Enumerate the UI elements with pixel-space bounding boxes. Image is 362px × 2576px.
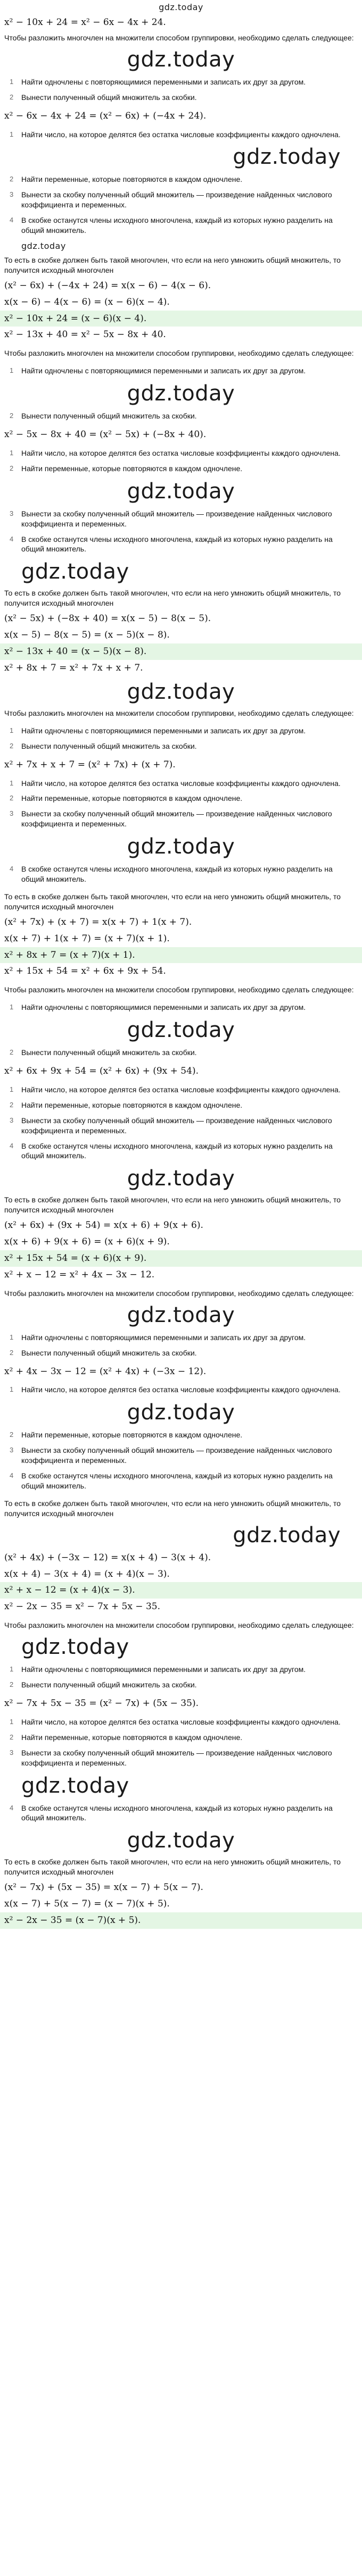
result-line: x² + 8x + 7 = (x + 7)(x + 1). xyxy=(0,947,362,964)
list-item: 4 В скобке останутся члены исходного многочлена, каждый из которых нужно разделить на общий множитель. xyxy=(10,865,333,883)
steps-list xyxy=(0,174,362,235)
steps-list xyxy=(0,1333,362,1358)
watermark: gdz.today xyxy=(127,834,235,859)
solution-block xyxy=(0,983,362,1283)
list-item: 1 Найти одночлены с повторяющимися переменными и записать их друг за другом. xyxy=(10,366,306,375)
result-line: x² − 10x + 24 = (x − 6)(x − 4). xyxy=(0,311,362,327)
list-item: 2 Вынести полученный общий множитель за скобки. xyxy=(10,1680,197,1690)
steps-list xyxy=(0,509,362,555)
list-item: 2 Найти переменные, которые повторяются в каждом одночлене. xyxy=(10,1733,243,1742)
list-item: 2 Вынести полученный общий множитель за скобки. xyxy=(10,1048,197,1057)
list-item: 1 Найти число, на которое делятся без остатка числовые коэффициенты каждого одночлена. xyxy=(10,779,341,788)
list-item: 2 Вынести полученный общий множитель за скобки. xyxy=(10,93,197,102)
list-item: 3 Вынести за скобку полученный общий множитель — произведение найденных числового коэффициента и переменных. xyxy=(10,1748,332,1767)
next-expression: x² + x − 12 = x² + 4x − 3x − 12. xyxy=(4,1269,155,1280)
list-item: 1 Найти одночлены с повторяющимися переменными и записать их друг за другом. xyxy=(10,1333,306,1342)
math-line: x(x − 6) − 4(x − 6) = (x − 6)(x − 4). xyxy=(4,296,170,307)
steps-list xyxy=(0,411,362,421)
math-line: x² − 7x + 5x − 35 = (x² − 7x) + (5x − 35). xyxy=(4,1698,199,1709)
next-expression: x² − 2x − 35 = x² − 7x + 5x − 35. xyxy=(4,1601,160,1612)
list-item: 2 Вынести полученный общий множитель за скобки. xyxy=(10,741,197,750)
list-item: 1 Найти число, на которое делятся без остатка числовые коэффициенты каждого одночлена. xyxy=(10,1717,341,1726)
intro-text: Чтобы разложить многочлен на множители способом группировки, необходимо сделать следующее: xyxy=(4,1621,354,1630)
list-item: 2 Найти переменные, которые повторяются в каждом одночлене. xyxy=(10,1100,243,1109)
solution-block xyxy=(0,1618,362,1929)
list-item: 1 Найти одночлены с повторяющимися переменными и записать их друг за другом. xyxy=(10,1665,306,1674)
after-text: То есть в скобке должен быть такой многочлен, что если на него умножить общий множитель, то получится исходный многочлен xyxy=(4,1499,341,1518)
math-line: (x² − 5x) + (−8x + 40) = x(x − 5) − 8(x − 5). xyxy=(4,613,211,624)
steps-list xyxy=(0,130,362,140)
list-item: 1 Найти одночлены с повторяющимися переменными и записать их друг за другом. xyxy=(10,726,306,735)
list-item: 1 Найти одночлены с повторяющимися переменными и записать их друг за другом. xyxy=(10,77,306,86)
list-item: 1 Найти число, на которое делятся без остатка числовые коэффициенты каждого одночлена. xyxy=(10,1085,341,1094)
solution-block xyxy=(0,680,362,980)
after-text: То есть в скобке должен быть такой многочлен, что если на него умножить общий множитель, то получится исходный многочлен xyxy=(4,892,341,911)
list-item: 1 Найти одночлены с повторяющимися переменными и записать их друг за другом. xyxy=(10,1003,306,1012)
list-item: 2 Вынести полученный общий множитель за скобки. xyxy=(10,412,197,421)
list-item: 3 Вынести за скобку полученный общий множитель — произведение найденных числового коэффициента и переменных. xyxy=(10,190,332,210)
math-line: x² + 6x + 9x + 54 = (x² + 6x) + (9x + 54). xyxy=(4,1066,199,1077)
after-text: То есть в скобке должен быть такой многочлен, что если на него умножить общий множитель, то получится исходный многочлен xyxy=(4,1858,341,1877)
list-item: 3 Вынести за скобку полученный общий множитель — произведение найденных числового коэффициента и переменных. xyxy=(10,1446,332,1465)
result-line: x² + 15x + 54 = (x + 6)(x + 9). xyxy=(0,1250,362,1267)
steps-list xyxy=(0,1430,362,1491)
intro-text: Чтобы разложить многочлен на множители способом группировки, необходимо сделать следующее: xyxy=(4,349,354,358)
math-line: (x² + 6x) + (9x + 54) = x(x + 6) + 9(x + 6). xyxy=(4,1220,203,1231)
list-item: 2 Найти переменные, которые повторяются в каждом одночлене. xyxy=(10,1431,243,1440)
watermark: gdz.today xyxy=(127,1166,235,1191)
watermark: gdz.today xyxy=(127,679,235,704)
watermark: gdz.today xyxy=(21,240,66,251)
list-item: 2 Найти переменные, которые повторяются в каждом одночлене. xyxy=(10,175,243,184)
list-item: 4 В скобке останутся члены исходного многочлена, каждый из которых нужно разделить на общий множитель. xyxy=(10,1141,333,1160)
after-text: То есть в скобке должен быть такой многочлен, что если на него умножить общий множитель, то получится исходный многочлен xyxy=(4,1195,341,1215)
list-item: 1 Найти число, на которое делятся без остатка числовые коэффициенты каждого одночлена. xyxy=(10,130,341,139)
list-item: 3 Вынести за скобку полученный общий множитель — произведение найденных числового коэффициента и переменных. xyxy=(10,509,332,528)
math-line: (x² + 7x) + (x + 7) = x(x + 7) + 1(x + 7). xyxy=(4,916,192,927)
steps-list xyxy=(0,1717,362,1768)
list-item: 3 Вынести за скобку полученный общий множитель — произведение найденных числового коэффициента и переменных. xyxy=(10,1116,332,1135)
list-item: 3 Вынести за скобку полученный общий множитель — произведение найденных числового коэффициента и переменных. xyxy=(10,809,332,829)
list-item: 2 Найти переменные, которые повторяются в каждом одночлене. xyxy=(10,794,243,803)
steps-list xyxy=(0,77,362,103)
intro-text: Чтобы разложить многочлен на множители способом группировки, необходимо сделать следующее: xyxy=(4,708,354,717)
watermark: gdz.today xyxy=(127,1302,235,1327)
steps-list xyxy=(0,1002,362,1013)
header-watermark: gdz.today xyxy=(159,2,203,12)
watermark: gdz.today xyxy=(21,1635,129,1660)
math-line: x² + 4x − 3x − 12 = (x² + 4x) + (−3x − 12). xyxy=(4,1366,207,1377)
math-line: x(x + 7) + 1(x + 7) = (x + 7)(x + 1). xyxy=(4,933,170,944)
steps-list xyxy=(0,366,362,376)
after-text: То есть в скобке должен быть такой многочлен, что если на него умножить общий множитель, то получится исходный многочлен xyxy=(4,589,341,608)
math-line: x(x + 6) + 9(x + 6) = (x + 6)(x + 9). xyxy=(4,1236,170,1248)
watermark: gdz.today xyxy=(127,381,235,406)
math-line: x(x + 4) − 3(x + 4) = (x + 4)(x − 3). xyxy=(4,1568,170,1579)
intro-text: Чтобы разложить многочлен на множители способом группировки, необходимо сделать следующее: xyxy=(4,1289,354,1298)
watermark: gdz.today xyxy=(127,1400,235,1425)
watermark: gdz.today xyxy=(127,1018,235,1043)
list-item: 4 В скобке останутся члены исходного многочлена, каждый из которых нужно разделить на общий множитель. xyxy=(10,216,333,235)
result-line: x² + x − 12 = (x + 4)(x − 3). xyxy=(0,1582,362,1599)
watermark: gdz.today xyxy=(127,479,235,504)
math-line: x(x − 5) − 8(x − 5) = (x − 5)(x − 8). xyxy=(4,630,170,641)
next-expression: x² + 8x + 7 = x² + 7x + x + 7. xyxy=(4,662,143,673)
result-line: x² − 2x − 35 = (x − 7)(x + 5). xyxy=(0,1912,362,1929)
watermark: gdz.today xyxy=(127,47,235,72)
watermark: gdz.today xyxy=(21,559,129,584)
list-item: 4 В скобке останутся члены исходного многочлена, каждый из которых нужно разделить на общий множитель. xyxy=(10,1803,333,1822)
list-item: 4 В скобке останутся члены исходного многочлена, каждый из которых нужно разделить на общий множитель. xyxy=(10,534,333,554)
next-expression: x² − 13x + 40 = x² − 5x − 8x + 40. xyxy=(4,329,166,340)
watermark: gdz.today xyxy=(21,1773,129,1798)
list-item: 1 Найти число, на которое делятся без остатка числовые коэффициенты каждого одночлена. xyxy=(10,1385,341,1394)
steps-list xyxy=(0,864,362,884)
steps-list xyxy=(0,1665,362,1690)
math-line: (x² − 7x) + (5x − 35) = x(x − 7) + 5(x − 7). xyxy=(4,1882,203,1893)
solution-block xyxy=(0,346,362,676)
list-item: 4 В скобке останутся члены исходного многочлена, каждый из которых нужно разделить на общий множитель. xyxy=(10,1471,333,1490)
math-line: (x² − 6x) + (−4x + 24) = x(x − 6) − 4(x − 6). xyxy=(4,280,211,291)
after-text: То есть в скобке должен быть такой многочлен, что если на него умножить общий множитель, то получится исходный многочлен xyxy=(4,255,341,274)
list-item: 2 Вынести полученный общий множитель за скобки. xyxy=(10,1348,197,1357)
result-line: x² − 13x + 40 = (x − 5)(x − 8). xyxy=(0,643,362,660)
watermark: gdz.today xyxy=(233,1523,341,1548)
math-line: (x² + 4x) + (−3x − 12) = x(x + 4) − 3(x + 4). xyxy=(4,1552,211,1563)
steps-list xyxy=(0,1803,362,1824)
math-line: x² − 5x − 8x + 40 = (x² − 5x) + (−8x + 40). xyxy=(4,429,207,440)
math-line: x² − 6x − 4x + 24 = (x² − 6x) + (−4x + 24). xyxy=(4,110,207,121)
steps-list xyxy=(0,448,362,474)
steps-list xyxy=(0,779,362,830)
solution-block xyxy=(0,31,362,343)
math-line: x² + 7x + x + 7 = (x² + 7x) + (x + 7). xyxy=(4,759,176,770)
steps-list xyxy=(0,1048,362,1058)
watermark: gdz.today xyxy=(127,1828,235,1853)
list-item: 2 Найти переменные, которые повторяются в каждом одночлене. xyxy=(10,464,243,473)
next-expression: x² + 15x + 54 = x² + 6x + 9x + 54. xyxy=(4,966,166,977)
solution-page xyxy=(0,2,362,1943)
steps-list xyxy=(0,726,362,751)
list-item: 1 Найти число, на которое делятся без остатка числовые коэффициенты каждого одночлена. xyxy=(10,449,341,458)
math-line: x(x − 7) + 5(x − 7) = (x − 7)(x + 5). xyxy=(4,1898,170,1910)
initial-expression: x² − 10x + 24 = x² − 6x − 4x + 24. xyxy=(4,17,166,28)
steps-list xyxy=(0,1385,362,1395)
watermark: gdz.today xyxy=(233,145,341,170)
intro-text: Чтобы разложить многочлен на множители способом группировки, необходимо сделать следующее: xyxy=(4,985,354,994)
solution-block xyxy=(0,1286,362,1615)
steps-list xyxy=(0,1085,362,1161)
intro-text: Чтобы разложить многочлен на множители способом группировки, необходимо сделать следующее: xyxy=(4,33,354,42)
